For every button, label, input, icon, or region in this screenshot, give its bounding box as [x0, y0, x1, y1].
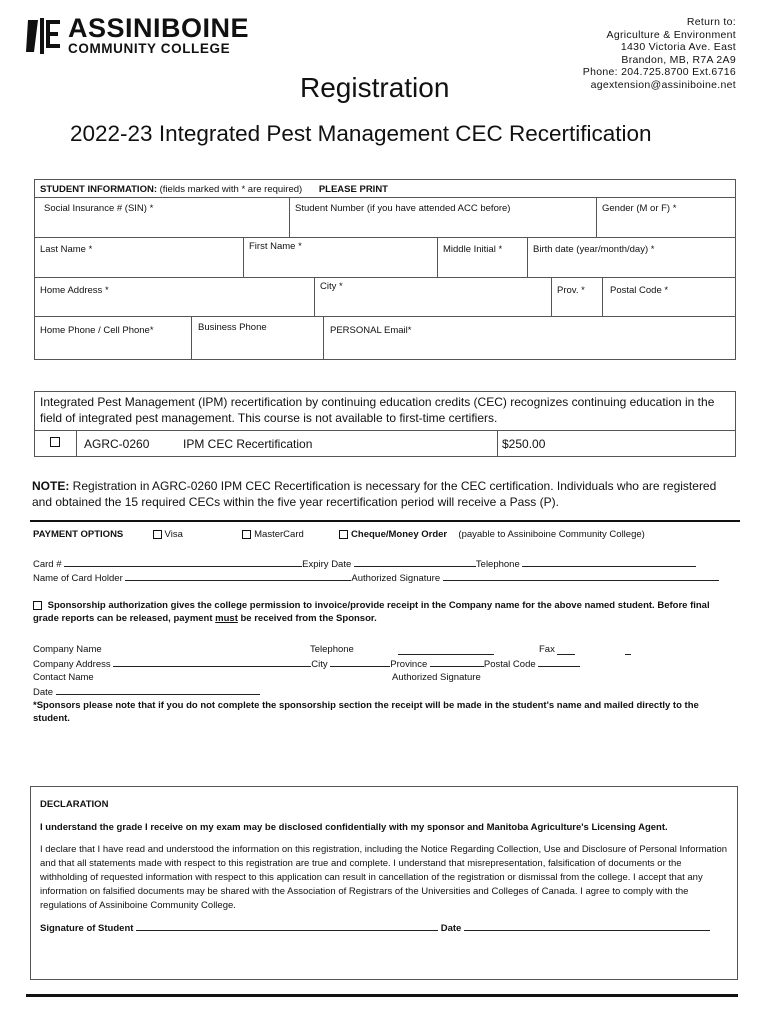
student-info-heading — [40, 184, 388, 195]
sponsor-note — [33, 699, 723, 725]
college-logo-icon — [24, 16, 64, 56]
company-address-line[interactable] — [113, 657, 311, 667]
visa-checkbox-icon[interactable] — [153, 530, 162, 539]
contact-name-label: Contact Name — [33, 672, 94, 683]
student-info-title: STUDENT INFORMATION: — [40, 184, 157, 195]
company-city-line[interactable] — [330, 657, 390, 667]
sponsorship-b: be received from the Sponsor. — [237, 613, 377, 624]
business-phone-field[interactable]: Business Phone — [198, 322, 267, 333]
declaration-date-label: Date — [440, 923, 462, 934]
contact-sig-label: Authorized Signature — [392, 672, 481, 683]
fax-line[interactable] — [557, 645, 575, 655]
sin-field[interactable]: Social Insurance # (SIN) * — [44, 203, 154, 214]
mastercard-checkbox-icon[interactable] — [242, 530, 251, 539]
email-field[interactable]: PERSONAL Email* — [330, 325, 412, 336]
return-line: Phone: 204.725.8700 Ext.6716 — [582, 66, 736, 78]
cardholder-row — [33, 571, 719, 585]
cardholder-line[interactable] — [125, 571, 351, 581]
sponsorship-text — [33, 599, 728, 625]
please-print: PLEASE PRINT — [318, 184, 388, 195]
payment-date-label: Date — [33, 687, 54, 698]
middle-initial-field[interactable]: Middle Initial * — [443, 244, 503, 255]
sponsorship-must: must — [215, 613, 238, 624]
course-checkbox-icon[interactable] — [50, 437, 60, 447]
note-label: NOTE: — [32, 479, 70, 493]
payment-title: PAYMENT OPTIONS — [33, 529, 124, 540]
company-telephone-label: Telephone — [310, 644, 354, 655]
cardholder-label: Name of Card Holder — [33, 573, 123, 584]
company-name-label: Company Name — [33, 644, 102, 655]
card-label: Card # — [33, 559, 62, 570]
grade-statement — [40, 821, 730, 835]
declaration-title — [40, 798, 108, 812]
city-field[interactable]: City * — [320, 281, 343, 292]
payment-date-row — [33, 685, 260, 699]
expiry-line[interactable] — [354, 557, 476, 567]
cheque-checkbox-icon[interactable] — [339, 530, 348, 539]
gender-field[interactable]: Gender (M or F) * — [602, 203, 677, 214]
declaration-title-text: DECLARATION — [40, 799, 109, 810]
course-price: $250.00 — [502, 437, 546, 451]
declaration-body: I declare that I have read and understood the information on this registration, including the Notice Regarding Collection, Use and Disclosure of Personal Information and that all statements made with respect to this registration are true and complete. I understand that misrepresentation, falsification of documents or the withholding of requested information with respect to this application can result in cancellation of the registration or dismissal from the college. I accept that any information on falsified documents may be shared with the Association of Registrars of the Universities and Colleges of Canada. I agree to comply with the regulations of Assiniboine Community College. — [40, 844, 728, 911]
home-phone-field[interactable]: Home Phone / Cell Phone* — [40, 325, 154, 336]
province-line[interactable] — [430, 657, 484, 667]
company-address-row — [33, 657, 580, 671]
return-email: agextension@assiniboine.net — [590, 78, 736, 91]
logo-title: ASSINIBOINE — [68, 13, 250, 43]
note-text — [32, 478, 732, 510]
auth-sig-label: Authorized Signature — [351, 573, 441, 584]
birth-date-field[interactable]: Birth date (year/month/day) * — [533, 244, 655, 255]
sponsor-note-text: *Sponsors please note that if you do not complete the sponsorship section the receipt will be made in the student's name and mailed directly to the student. — [33, 700, 699, 724]
cheque-note: (payable to Assiniboine Community College) — [458, 529, 645, 540]
return-line: 1430 Victoria Ave. East — [620, 41, 736, 53]
return-address — [583, 16, 736, 91]
declaration-date-line[interactable] — [464, 921, 710, 931]
card-row — [33, 557, 696, 571]
fax-label: Fax — [539, 644, 555, 655]
signature-line[interactable] — [136, 921, 438, 931]
signature-row — [40, 921, 710, 936]
return-line: Return to: — [686, 16, 736, 28]
course-description: Integrated Pest Management (IPM) recertification by continuing education credits (CEC) recognizes continuing education in the field of integrated pest management. This course is not available to first-time certifiers. — [40, 395, 715, 425]
cheque-label: Cheque/Money Order — [351, 529, 448, 540]
mastercard-label: MasterCard — [254, 529, 304, 540]
last-name-field[interactable]: Last Name * — [40, 244, 93, 255]
payment-options-row — [33, 528, 738, 541]
bottom-rule — [26, 994, 738, 997]
fax-line-end — [625, 645, 631, 655]
course-code: AGRC-0260 — [84, 437, 150, 451]
province-label: Province — [390, 659, 428, 670]
return-line: Brandon, MB, R7A 2A9 — [621, 53, 736, 66]
sponsorship-a: Sponsorship authorization gives the college permission to invoice/provide receipt in the Company name for the above named student. Before final grade reports can be released, payment — [33, 600, 710, 624]
auth-sig-line[interactable] — [443, 571, 719, 581]
student-number-field[interactable]: Student Number (if you have attended ACC before) — [295, 203, 511, 214]
course-title: 2022-23 Integrated Pest Management CEC Recertification — [70, 121, 652, 146]
payment-date-line[interactable] — [56, 685, 260, 695]
note-body: Registration in AGRC-0260 IPM CEC Recertification is necessary for the CEC certification. Individuals who are registered and obtained the 15 required CECs within the five year recertification period will receive a Pass (P). — [32, 479, 717, 509]
required-note: (fields marked with * are required) — [159, 184, 303, 195]
first-name-field[interactable]: First Name * — [249, 241, 302, 252]
postal-line[interactable] — [538, 657, 580, 667]
registration-title: Registration — [300, 72, 450, 103]
card-number-line[interactable] — [64, 557, 302, 567]
visa-label: Visa — [164, 529, 183, 540]
company-telephone-line[interactable] — [398, 645, 494, 655]
telephone-label: Telephone — [475, 559, 520, 570]
home-address-field[interactable]: Home Address * — [40, 285, 109, 296]
sponsorship-checkbox-icon[interactable] — [33, 601, 42, 610]
prov-field[interactable]: Prov. * — [557, 285, 585, 296]
course-name: IPM CEC Recertification — [183, 437, 313, 451]
company-city-label: City — [311, 659, 328, 670]
logo-subtitle: COMMUNITY COLLEGE — [68, 41, 231, 56]
company-address-label: Company Address — [33, 659, 111, 670]
return-line: Agriculture & Environment — [606, 28, 736, 41]
expiry-label: Expiry Date — [302, 559, 352, 570]
telephone-line[interactable] — [522, 557, 696, 567]
signature-label: Signature of Student — [40, 923, 134, 934]
postal-code-field[interactable]: Postal Code * — [610, 285, 669, 296]
postal-label: Postal Code — [483, 659, 536, 670]
grade-statement-text: I understand the grade I receive on my exam may be disclosed confidentially with my sponsor and Manitoba Agriculture's Licensing Agent. — [40, 822, 668, 833]
